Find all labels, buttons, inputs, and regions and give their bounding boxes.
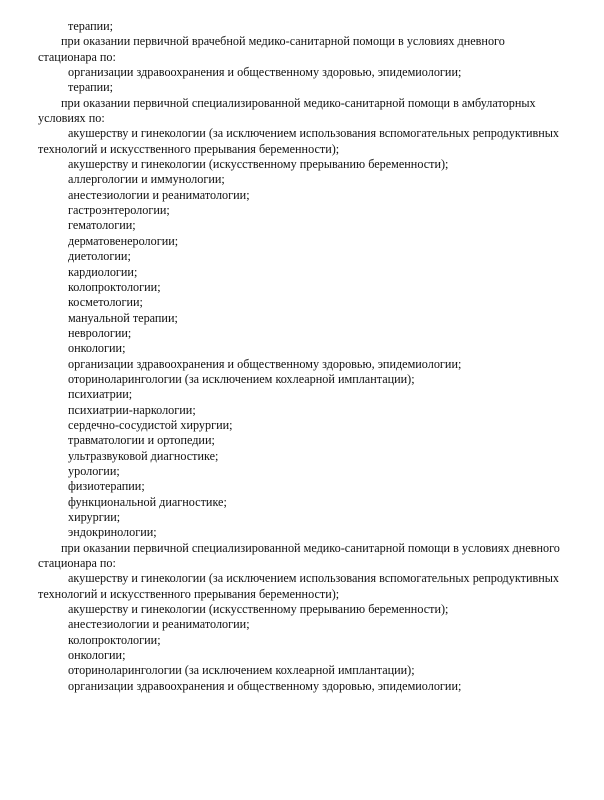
- document-line: анестезиологии и реаниматологии;: [68, 187, 250, 202]
- document-line: стационара по:: [38, 49, 116, 64]
- document-line: при оказании первичной врачебной медико-санитарной помощи в условиях дневного: [61, 34, 505, 49]
- document-line: оториноларингологии (за исключением кохлеарной имплантации);: [68, 663, 415, 678]
- document-line: технологий и искусственного прерывания беременности);: [38, 141, 340, 156]
- document-line: эндокринологии;: [68, 525, 157, 540]
- document-line: хирургии;: [68, 510, 121, 524]
- document-line: психиатрии;: [68, 387, 133, 402]
- document-line: кардиологии;: [68, 264, 138, 279]
- document-line: гастроэнтерологии;: [68, 203, 170, 218]
- document-line: травматологии и ортопедии;: [68, 433, 215, 448]
- document-line: акушерству и гинекологии (за исключением использования вспомогательных репродуктивных: [68, 571, 560, 586]
- document-line: при оказании первичной специализированной медико-санитарной помощи в амбулаторных: [61, 95, 536, 110]
- document-line: физиотерапии;: [68, 479, 145, 494]
- document-line: при оказании первичной специализированной медико-санитарной помощи в условиях дневного: [61, 540, 560, 555]
- document-line: урологии;: [68, 463, 120, 478]
- document-line: колопроктологии;: [68, 632, 161, 647]
- document-line: терапии;: [68, 80, 114, 95]
- document-line: терапии;: [68, 19, 114, 33]
- document-line: организации здравоохранения и общественному здоровью, эпидемиологии;: [68, 65, 462, 80]
- document-line: стационара по:: [38, 556, 116, 571]
- document-line: неврологии;: [68, 325, 132, 340]
- document-line: сердечно-сосудистой хирургии;: [68, 417, 233, 432]
- document-line: анестезиологии и реаниматологии;: [68, 617, 250, 632]
- document-line: акушерству и гинекологии (за исключением использования вспомогательных репродуктивных: [68, 126, 560, 141]
- document-line: ультразвуковой диагностике;: [68, 448, 219, 463]
- document-line: гематологии;: [68, 218, 136, 233]
- document-line: онкологии;: [68, 341, 126, 356]
- document-line: аллергологии и иммунологии;: [68, 172, 225, 187]
- document-line: оториноларингологии (за исключением кохлеарной имплантации);: [68, 371, 415, 386]
- document-line: колопроктологии;: [68, 279, 161, 294]
- document-line: мануальной терапии;: [68, 310, 178, 325]
- document-line: акушерству и гинекологии (искусственному прерыванию беременности);: [68, 602, 449, 617]
- document-line: дерматовенерологии;: [68, 233, 179, 248]
- document-line: онкологии;: [68, 648, 126, 663]
- document-line: психиатрии-наркологии;: [68, 402, 196, 417]
- document-line: организации здравоохранения и общественному здоровью, эпидемиологии;: [68, 356, 462, 371]
- document-line: технологий и искусственного прерывания беременности);: [38, 586, 340, 601]
- document-line: диетологии;: [68, 249, 131, 264]
- document-line: косметологии;: [68, 295, 143, 310]
- document-line: акушерству и гинекологии (искусственному прерыванию беременности);: [68, 157, 449, 172]
- document-line: условиях по:: [38, 111, 105, 126]
- document-line: организации здравоохранения и общественному здоровью, эпидемиологии;: [68, 678, 462, 693]
- document-body: [38, 19, 588, 694]
- document-line: функциональной диагностике;: [68, 494, 227, 509]
